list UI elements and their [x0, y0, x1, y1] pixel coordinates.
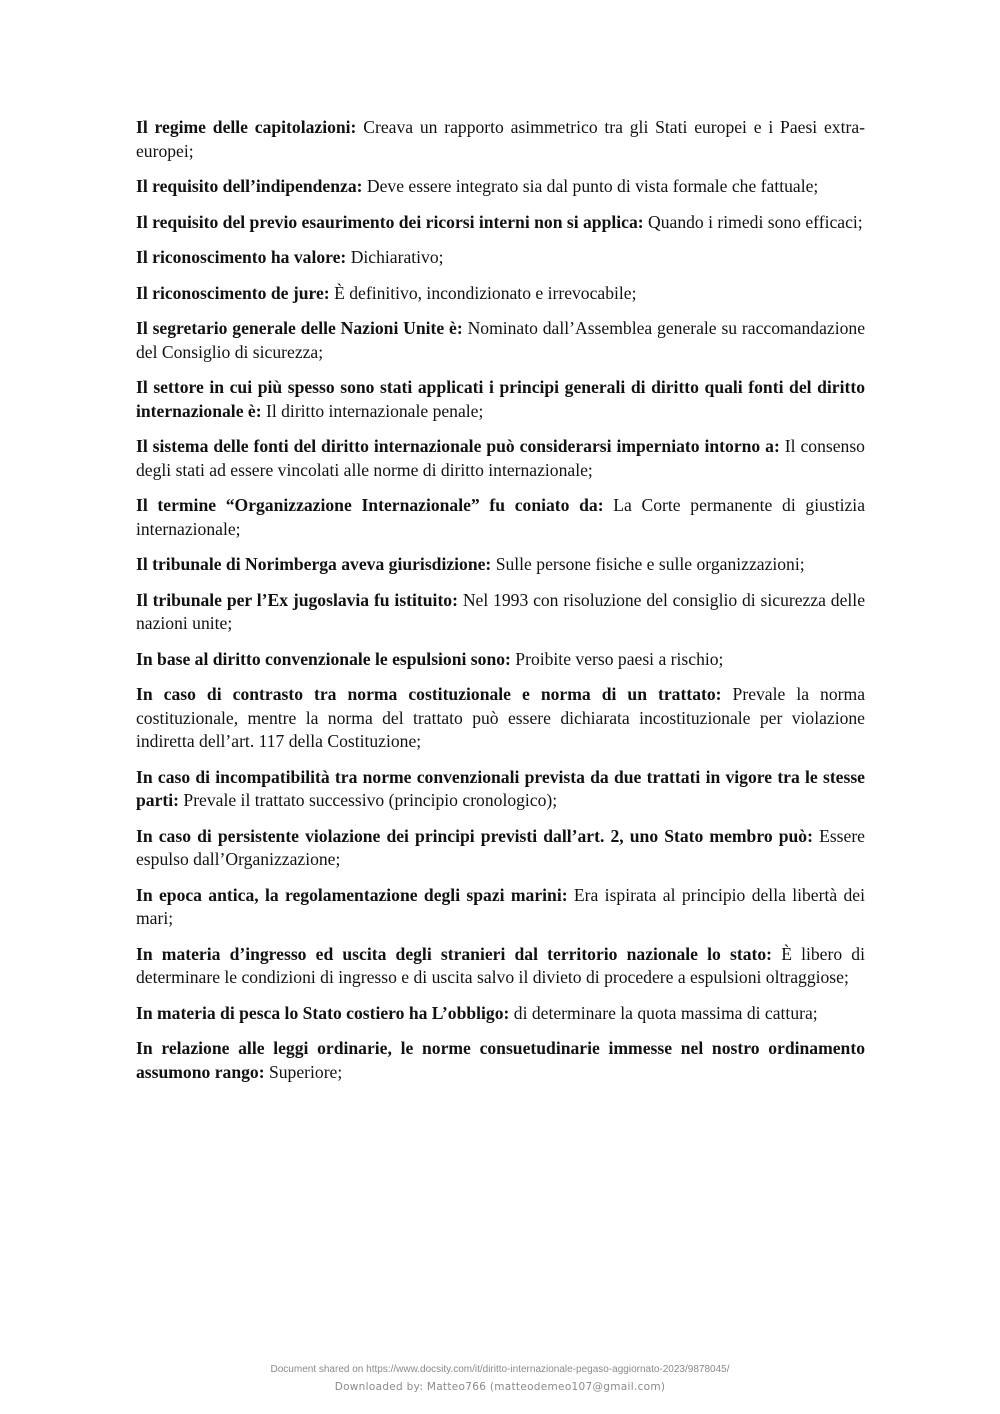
entry-answer: Creava un rapporto asimmetrico tra gli Stati europei e i Paesi extra-europei;	[136, 117, 866, 161]
entry-answer: di determinare la quota massima di cattura;	[513, 1002, 818, 1023]
entry-answer: È libero di determinare le condizioni di ingresso e di uscita salvo il divieto di procedere a espulsioni oltraggiose;	[136, 943, 865, 987]
entry-18	[136, 1002, 865, 1026]
footer-shared-notice: Document shared on https://www.docsity.com/it/diritto-internazionale-pegaso-aggiornato-2023/9878045/	[270, 1364, 730, 1375]
entry-16	[136, 884, 865, 931]
entry-answer: Quando i rimedi sono efficaci;	[648, 211, 863, 232]
document-body	[136, 116, 865, 1096]
entry-answer: Il diritto internazionale penale;	[265, 400, 484, 421]
entry-7	[136, 376, 865, 423]
entry-question: Il segretario generale delle Nazioni Unite è:	[136, 318, 463, 338]
entry-12	[136, 648, 865, 672]
entry-answer: Prevale il trattato successivo (principio cronologico);	[183, 790, 558, 810]
entry-13	[136, 683, 865, 754]
entry-question: In base al diritto convenzionale le espulsioni sono:	[136, 648, 511, 669]
entry-question: Il requisito dell’indipendenza:	[136, 176, 363, 196]
entry-question: Il termine “Organizzazione Internazionale” fu coniato da:	[136, 495, 604, 515]
entry-question: Il sistema delle fonti del diritto internazionale può considerarsi imperniato intorno a:	[136, 436, 780, 456]
entry-11	[136, 589, 865, 636]
entry-3	[136, 211, 865, 235]
entry-question: In caso di contrasto tra norma costituzionale e norma di un trattato:	[136, 684, 722, 704]
entry-4	[136, 246, 865, 270]
entry-2	[136, 175, 865, 199]
entry-question: In relazione alle leggi ordinarie, le norme consuetudinarie immesse nel nostro ordinamento assumono rango:	[136, 1038, 865, 1082]
entry-1	[136, 116, 865, 163]
entry-question: Il tribunale per l’Ex jugoslavia fu istituito:	[136, 589, 458, 610]
entry-question: Il regime delle capitolazioni:	[136, 117, 357, 137]
entry-answer: Il consenso degli stati ad essere vincolati alle norme di diritto internazionale;	[136, 436, 865, 480]
entry-question: In caso di persistente violazione dei principi previsti dall’art. 2, uno Stato membro può:	[136, 825, 813, 846]
footer-downloaded-by: Downloaded by: Matteo766 (matteodemeo107@gmail.com)	[334, 1381, 666, 1393]
entry-15	[136, 825, 865, 872]
entry-answer: Proibite verso paesi a rischio;	[515, 648, 724, 669]
entry-answer: Sulle persone fisiche e sulle organizzazioni;	[495, 554, 805, 574]
entry-answer: Dichiarativo;	[350, 247, 444, 267]
entry-question: In materia di pesca lo Stato costiero ha L’obbligo:	[136, 1002, 510, 1023]
entry-question: In materia d’ingresso ed uscita degli stranieri dal territorio nazionale lo stato:	[136, 943, 773, 964]
entry-5	[136, 282, 865, 306]
entry-answer: Era ispirata al principio della libertà dei mari;	[136, 884, 865, 928]
entry-answer: Prevale la norma costituzionale, mentre la norma del trattato può essere dichiarata incostituzionale per violazione indiretta dell’art. 117 della Costituzione;	[136, 684, 865, 751]
entry-10	[136, 553, 865, 577]
entry-question: Il riconoscimento ha valore:	[136, 247, 347, 267]
entry-answer: Nominato dall’Assemblea generale su raccomandazione del Consiglio di sicurezza;	[136, 318, 866, 362]
entry-answer: Essere espulso dall’Organizzazione;	[136, 825, 865, 869]
entry-question: Il tribunale di Norimberga aveva giurisdizione:	[136, 554, 492, 574]
entry-question: Il settore in cui più spesso sono stati applicati i principi generali di diritto quali fonti del diritto internazionale è:	[136, 377, 865, 421]
entry-question: Il riconoscimento de jure:	[136, 282, 330, 303]
entry-question: In caso di incompatibilità tra norme convenzionali prevista da due trattati in vigore tra le stesse parti:	[136, 766, 865, 810]
entry-6	[136, 317, 865, 364]
entry-answer: La Corte permanente di giustizia internazionale;	[136, 495, 866, 539]
entry-question: Il requisito del previo esaurimento dei ricorsi interni non si applica:	[136, 211, 644, 232]
entry-answer: Superiore;	[268, 1061, 343, 1082]
entry-17	[136, 943, 865, 990]
entry-question: In epoca antica, la regolamentazione degli spazi marini:	[136, 884, 568, 905]
entry-answer: Deve essere integrato sia dal punto di vista formale che fattuale;	[366, 176, 819, 196]
entry-answer: Nel 1993 con risoluzione del consiglio di sicurezza delle nazioni unite;	[136, 589, 865, 633]
entry-answer: È definitivo, incondizionato e irrevocabile;	[334, 282, 637, 303]
entry-8	[136, 435, 865, 482]
entry-9	[136, 494, 865, 541]
entry-14	[136, 766, 865, 813]
entry-19	[136, 1037, 865, 1084]
